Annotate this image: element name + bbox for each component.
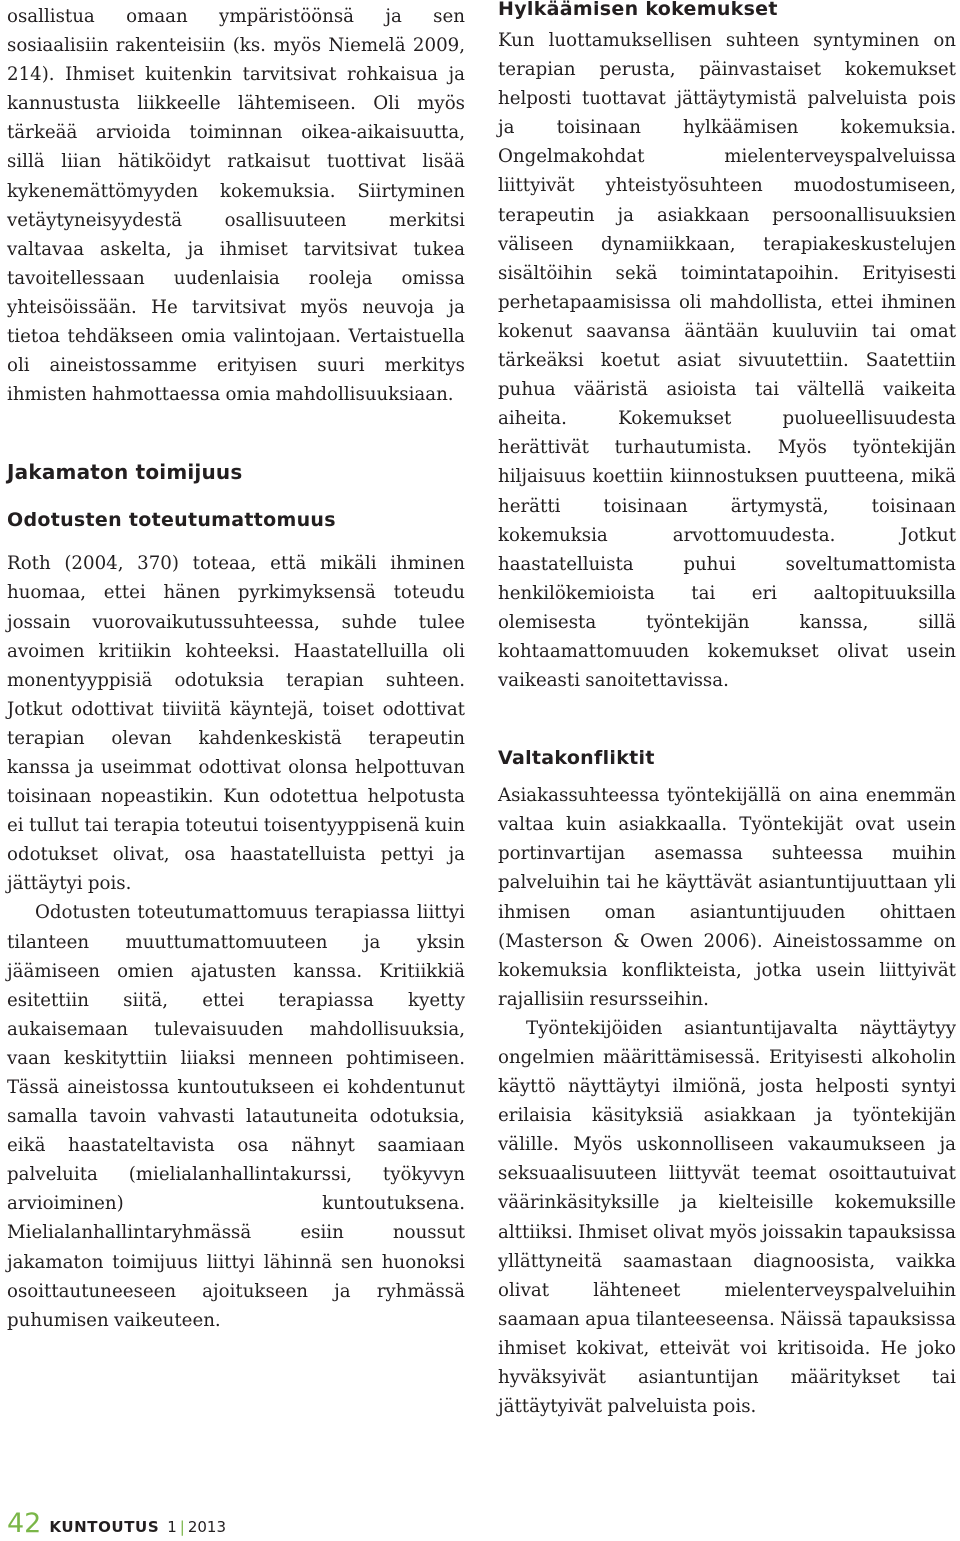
page-number: 42 xyxy=(7,1508,42,1539)
section-heading: Jakamaton toimijuus xyxy=(7,460,243,485)
body-paragraph: Asiakassuhteessa työntekijällä on aina enemmän valtaa kuin asiakkaalla. Työntekijät ovat usein portinvartijan asemassa suhteessa muihin palveluihin tai he käyttävät asiantuntijuuttaan yli ihmisen oman asiantuntijuuden ohittaen (Masterson & Owen 2006). Aineistossamme on kokemuksia konflikteista, jotka usein liittyivät rajallisiin resursseihin. xyxy=(498,785,956,1010)
right-column xyxy=(498,0,956,1421)
body-paragraph: Roth (2004, 370) toteaa, että mikäli ihminen huomaa, ettei hänen pyrkimyksensä toteudu jossain vuorovaikutussuhteessa, suhde tulee avoimen kritiikin kohteeksi. Haastatelluilla oli monentyyppisiä odotuksia terapian suhteen. Jotkut odottivat tiiviitä käyntejä, toiset odottivat terapian olevan kahdenkeskistä terapeutin kanssa ja useimmat odottivat olonsa helpottuvan toisinaan nopeastikin. Kun odotettua helpotusta ei tullut tai terapia toteutui toisentyyppisenä kuin odotukset olivat, osa haastatelluista pettyi ja jättäytyi pois. xyxy=(7,553,465,895)
subsection-heading: Odotusten toteutumattomuus xyxy=(7,509,336,532)
left-column xyxy=(7,0,465,1335)
subsection-heading: Hylkäämisen kokemukset xyxy=(498,0,778,20)
issue-separator: | xyxy=(179,1518,185,1536)
body-paragraph: Odotusten toteutumattomuus terapiassa liittyi tilanteen muuttumattomuuteen ja yksin jäämiseen omien ajatusten kanssa. Kritiikkiä esitettiin siitä, ettei terapiassa kyetty aukaisemaan tulevaisuuden mahdollisuuksia, vaan keskityttiin liiaksi menneen pohtimiseen. Tässä aineistossa kuntoutukseen ei kohdentunut samalla tavoin vahvasti latautuneita odotuksia, eikä haastateltavista osa nähnyt saamiaan palveluita (mielialanhallintakurssi, työkyvyn arvioiminen) kuntoutuksena. Mielialanhallintaryhmässä esiin noussut jakamaton toimijuus liittyi lähinnä sen huonoksi osoittautuneeseen ajoitukseen ja ryhmässä puhumisen vaikeuteen. xyxy=(7,902,465,1331)
body-paragraph: Kun luottamuksellisen suhteen syntyminen on terapian perusta, päinvastaiset kokemukset helposti tuottavat jättäytymistä palveluista pois ja toisinaan hylkäämisen kokemuksia. Ongelmakohdat mielenterveyspalveluissa liittyivät yhteistyösuhteen muodostumiseen, terapeutin ja asiakkaan persoonallisuuksien väliseen dynamiikkaan, terapiakeskustelujen sisältöihin sekä toimintatapoihin. Erityisesti perhetapaamisissa oli mahdollista, ettei ihminen kokenut saavansa ääntään kuuluviin tai omat tärkeäksi koetut asiat sivuutettiin. Saatettiin puhua vääristä asioista tai vältellä vaikeita aiheita. Kokemukset puolueellisuudesta herättivät turhautumista. Myös työntekijän hiljaisuus koettiin kiinnostuksen puutteena, mikä herätti toisinaan ärtymystä, toisinaan kokemuksia arvottomuudesta. Jotkut haastatelluista puhui soveltumattomista henkilökemioista tai eri aaltopituuksilla olemisesta työntekijän kanssa, sillä kohtaamattomuuden kokemukset olivat usein vaikeasti sanoitettavissa. xyxy=(498,30,956,692)
magazine-name: KUNTOUTUS xyxy=(49,1518,160,1536)
issue-number: 1 xyxy=(167,1518,177,1536)
issue-year: 2013 xyxy=(187,1518,227,1536)
subsection-heading: Valtakonfliktit xyxy=(498,747,655,770)
body-paragraph: osallistua omaan ympäristöönsä ja sen sosiaalisiin rakenteisiin (ks. myös Niemelä 2009, 214). Ihmiset kuitenkin tarvitsivat rohkaisua ja kannustusta liikkeelle lähtemiseen. Oli myös tärkeää arvioida toiminnan oikea-aikaisuutta, sillä liian hätiköidyt ratkaisut tuottivat lisää kykenemättömyyden kokemuksia. Siirtyminen vetäytyneisyydestä osallisuuteen merkitsi valtavaa askelta, ja ihmiset tarvitsivat tukea tavoitellessaan uudenlaisia rooleja omissa yhteisöissään. He tarvitsivat myös neuvoja ja tietoa tehdäkseen omia valintojaan. Vertaistuella oli aineistossamme erityisen suuri merkitys ihmisten hahmottaessa omia mahdollisuuksiaan. xyxy=(7,6,465,406)
body-paragraph: Työntekijöiden asiantuntijavalta näyttäytyy ongelmien määrittämisessä. Erityisesti alkoholin käyttö näyttäytyi ilmiönä, josta helposti syntyi erilaisia käsityksiä asiakkaan ja työntekijän välille. Myös uskonnolliseen vakaumukseen ja seksuaalisuuteen liittyvät teemat osoittautuivat väärinkäsityksille ja kielteisille kokemuksille alttiiksi. Ihmiset olivat myös joissakin tapauksissa yllättyneitä saamastaan diagnoosista, vaikka olivat lähteneet mielenterveyspalveluihin saamaan apua tilanteeseensa. Näissä tapauksissa ihmiset kokivat, etteivät voi kritisoida. He joko hyväksyivät asiantuntijan määritykset tai jättäytyivät palveluista pois. xyxy=(498,1017,956,1418)
issue-info xyxy=(167,1518,226,1536)
page-footer xyxy=(7,1508,226,1539)
